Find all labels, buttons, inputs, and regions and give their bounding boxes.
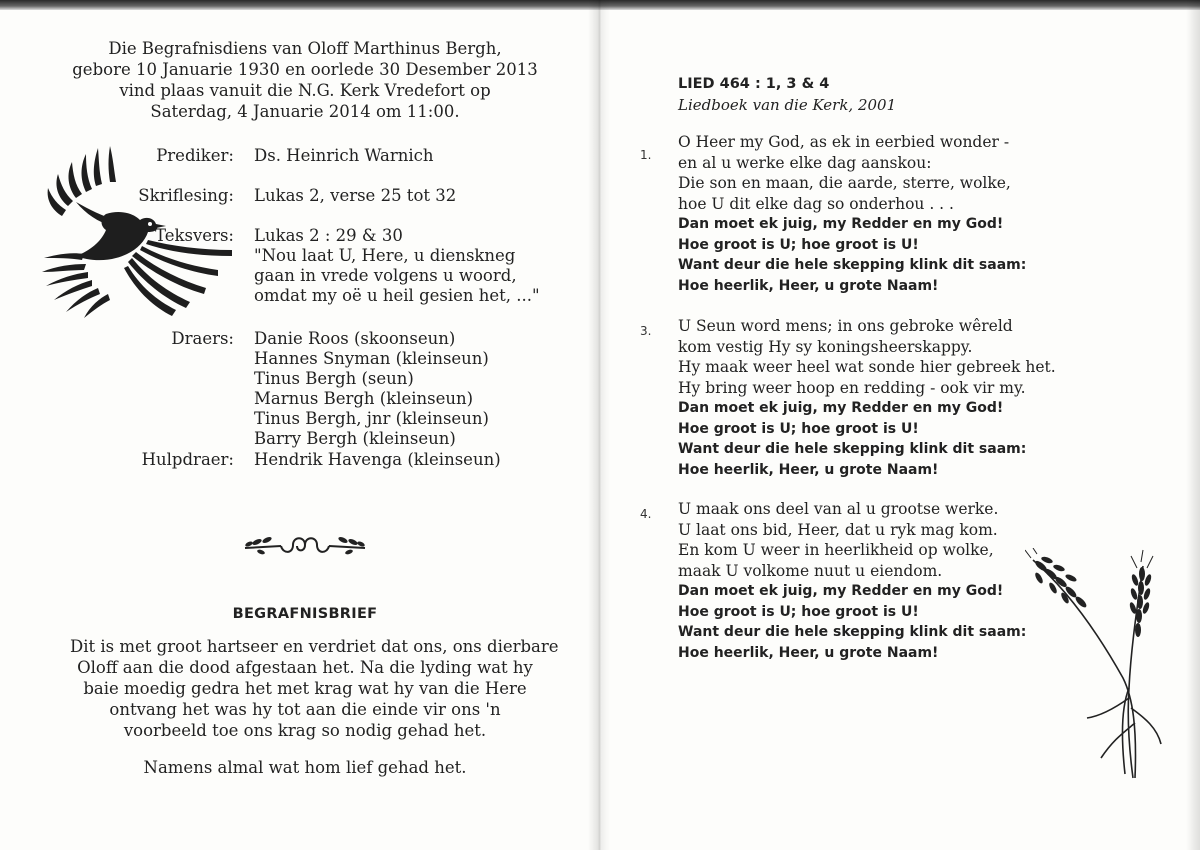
- verse-line: U Seun word mens; in ons gebroke wêreld: [678, 317, 1013, 335]
- verse-line: U maak ons deel van al u grootse werke.: [678, 500, 999, 518]
- brief-line: voorbeeld toe ons krag so nodig gehad het.: [123, 721, 487, 740]
- verse-line: maak U volkome nuut u eiendom.: [678, 561, 943, 580]
- hymn-title: LIED 464 : 1, 3 & 4: [678, 76, 830, 92]
- verse-line: kom vestig Hy sy koningsheerskappy.: [678, 337, 973, 356]
- verse-number: 1.: [640, 148, 652, 162]
- teksvers-line: "Nou laat U, Here, u dienskneg: [254, 246, 516, 265]
- prediker-label: Prediker:: [156, 146, 234, 165]
- chorus-line: Hoe heerlik, Heer, u grote Naam!: [678, 644, 939, 661]
- brief-line: baie moedig gedra het met krag wat hy van die Here: [83, 679, 527, 698]
- intro-line: vind plaas vanuit die N.G. Kerk Vredefort op: [119, 81, 491, 100]
- chorus-line: Dan moet ek juig, my Redder en my God!: [678, 216, 1004, 232]
- brief-line: Dit is met groot hartseer en verdriet dat ons, ons dierbare: [70, 637, 559, 656]
- ornament-divider-icon: [235, 528, 375, 562]
- hulpdraer-value: Hendrik Havenga (kleinseun): [254, 450, 501, 469]
- teksvers-label: Teksvers:: [155, 226, 234, 245]
- verse-line: en al u werke elke dag aanskou:: [678, 153, 932, 172]
- wheat-icon: [1025, 548, 1175, 783]
- verse-1: [678, 132, 1026, 296]
- hymn-source: Liedboek van die Kerk, 2001: [678, 96, 897, 114]
- verse-line: Die son en maan, die aarde, sterre, wolke,: [678, 174, 1011, 192]
- skriflesing-value: Lukas 2, verse 25 tot 32: [254, 186, 457, 205]
- chorus-line: Hoe groot is U; hoe groot is U!: [678, 603, 919, 620]
- verse-line: Hy maak weer heel wat sonde hier gebreek het.: [678, 358, 1056, 376]
- teksvers-line: gaan in vrede volgens u woord,: [254, 266, 517, 285]
- verse-number: 3.: [640, 324, 652, 338]
- chorus-line: Hoe heerlik, Heer, u grote Naam!: [678, 277, 939, 294]
- draer-name: Barry Bergh (kleinseun): [254, 429, 456, 448]
- chorus-line: Hoe groot is U; hoe groot is U!: [678, 420, 919, 437]
- draers-label: Draers:: [171, 329, 234, 348]
- teksvers-text: [254, 226, 540, 306]
- intro-line: Saterdag, 4 Januarie 2014 om 11:00.: [150, 102, 460, 121]
- prediker-value: Ds. Heinrich Warnich: [254, 146, 434, 165]
- draer-name: Tinus Bergh (seun): [254, 369, 414, 388]
- verse-line: hoe U dit elke dag so onderhou . . .: [678, 194, 954, 213]
- verse-line: O Heer my God, as ek in eerbied wonder -: [678, 133, 1010, 151]
- brief-text: [70, 636, 559, 741]
- chorus-line: Want deur die hele skepping klink dit saam:: [678, 624, 1027, 640]
- skriflesing-label: Skriflesing:: [138, 186, 234, 205]
- chorus-line: Hoe heerlik, Heer, u grote Naam!: [678, 461, 939, 478]
- service-intro: [70, 38, 540, 122]
- brief-title: BEGRAFNISBRIEF: [232, 606, 378, 622]
- intro-line: gebore 10 Januarie 1930 en oorlede 30 Desember 2013: [72, 60, 538, 79]
- verse-line: U laat ons bid, Heer, dat u ryk mag kom.: [678, 520, 998, 539]
- chorus-line: Want deur die hele skepping klink dit saam:: [678, 441, 1027, 457]
- draers-list: [254, 329, 489, 449]
- verse-4: [678, 499, 1026, 663]
- hulpdraer-label: Hulpdraer:: [141, 450, 234, 469]
- brief-line: ontvang het was hy tot aan die einde vir ons 'n: [109, 700, 501, 719]
- draer-name: Marnus Bergh (kleinseun): [254, 389, 474, 408]
- brief-line: Oloff aan die dood afgestaan het. Na die lyding wat hy: [77, 658, 533, 677]
- teksvers-line: Lukas 2 : 29 & 30: [254, 226, 403, 245]
- intro-line: Die Begrafnisdiens van Oloff Marthinus Bergh,: [108, 39, 502, 58]
- verse-3: [678, 316, 1056, 480]
- chorus-line: Dan moet ek juig, my Redder en my God!: [678, 400, 1004, 416]
- verse-number: 4.: [640, 507, 652, 521]
- verse-line: Hy bring weer hoop en redding - ook vir my.: [678, 378, 1026, 397]
- teksvers-line: omdat my oë u heil gesien het, ...": [254, 286, 540, 305]
- chorus-line: Want deur die hele skepping klink dit saam:: [678, 257, 1027, 273]
- draer-name: Tinus Bergh, jnr (kleinseun): [254, 409, 489, 428]
- chorus-line: Hoe groot is U; hoe groot is U!: [678, 236, 919, 253]
- draer-name: Hannes Snyman (kleinseun): [254, 349, 489, 368]
- chorus-line: Dan moet ek juig, my Redder en my God!: [678, 583, 1004, 599]
- signoff: Namens almal wat hom lief gehad het.: [143, 758, 467, 777]
- verse-line: En kom U weer in heerlikheid op wolke,: [678, 541, 994, 559]
- draer-name: Danie Roos (skoonseun): [254, 329, 456, 348]
